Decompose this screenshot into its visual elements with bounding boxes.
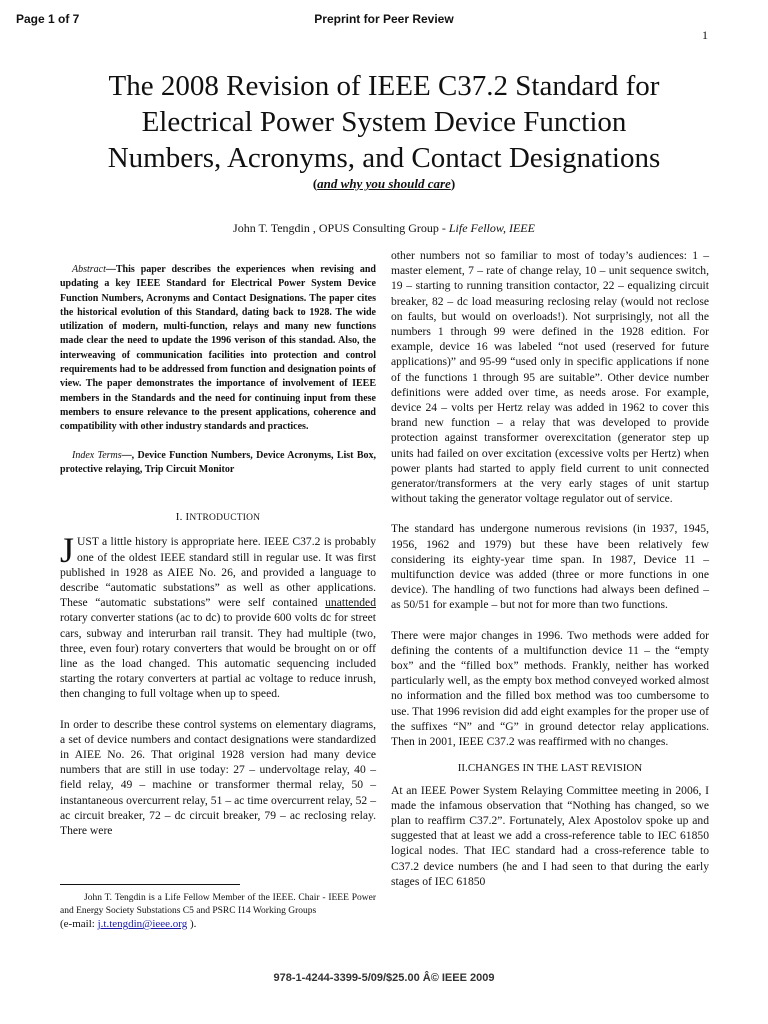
drop-cap: J bbox=[60, 530, 75, 571]
heading-rest: AST bbox=[567, 762, 591, 775]
section-heading-changes bbox=[391, 761, 709, 776]
email-suffix: ). bbox=[187, 918, 197, 930]
subtitle-paren: ( bbox=[312, 176, 318, 191]
right-column bbox=[391, 248, 709, 889]
author-name: John T. Tengdin , OPUS Consulting Group - bbox=[233, 221, 449, 235]
heading-initial: R bbox=[590, 762, 599, 775]
author-email-link[interactable]: j.t.tengdin@ieee.org bbox=[97, 918, 188, 930]
underlined-word: unattended bbox=[325, 596, 376, 610]
index-terms-label: Index Terms bbox=[72, 449, 122, 461]
title-line: Electrical Power System Device Function bbox=[141, 106, 627, 138]
heading-rest: NTRODUCTION bbox=[189, 513, 261, 524]
body-paragraph: At an IEEE Power System Relaying Committee meeting in 2006, I made the infamous observation that “Nothing has changed, so we plan to reaffirm C37.2”. Fortunately, Alex Apostolov spoke up and suggested that at least we add a cross-reference table to IEC 61850 logical nodes. That IEC standard had a cross-reference table to C37.2 device numbers (he and I had seen to that during the early stages of IEC 61850 bbox=[391, 783, 709, 888]
body-paragraph: In order to describe these control systems on elementary diagrams, a set of device numbers and contact designations were standardized in AIEE No. 26. That original 1928 version had many device numbers that are still in use today: 27 – undervoltage relay, 40 – field relay, 49 – machine or transformer thermal relay, 50 – instantaneous overcurrent relay, 51 – ac time overcurrent relay, 52 – ac circuit breaker, 72 – dc circuit breaker, 79 – ac reclosing relay. There were bbox=[60, 717, 376, 838]
section-heading-introduction bbox=[60, 510, 376, 526]
index-terms-text: —, Device Function Numbers, Device Acronyms, List Box, protective relaying, Trip Circuit Monitor bbox=[60, 449, 377, 475]
body-paragraph: There were major changes in 1996. Two methods were added for defining the contents of a multifunction device 11 – the “empty box” and the “filled box” methods. Frankly, neither has worked particularly well, as the empty box method conveyed worked almost no information and the filled box method was too cumbersome to use. That 1996 revision did add eight examples for the proper use of the suffixes “N” and “G” in ground detector relay applications. Then in 2001, IEEE C37.2 was reaffirmed with no changes. bbox=[391, 628, 709, 749]
body-paragraph: other numbers not so familiar to most of today’s audiences: 1 – master element, 7 – rate of change relay, 10 – unit sequence switch, 19 – starting to running transition contactor, 22 – equalizing circuit breaker, 82 – dc load measuring reclosing relay (would not reclose on faults, but would on overloads!). Not surprisingly, not all the numbers 1 through 99 were defined in the 1928 edition. For example, device 16 was labeled “not used (reserved for future applications)” and 95-99 “used only in specific applications if none of the functions 1 through 95 are suitable”. Other device number definitions were added over time, as needs arose. For example, device 24 – volts per Hertz relay was added in 1962 to cover this brand new function – a relay that was developed to provide protection against transformer overexcitation (generator step up units had failed on over excitation (excessive volts per Hertz) when power plants had started to apply field current to unit connected generator/transformers at the very early stages of unit startup without taking the generator voltage regulator out of service. bbox=[391, 249, 709, 506]
index-terms bbox=[60, 449, 376, 478]
footnote-divider bbox=[60, 884, 240, 885]
copyright-footer: 978-1-4244-3399-5/09/$25.00 Â© IEEE 2009 bbox=[273, 972, 495, 984]
footnote bbox=[60, 892, 376, 931]
intro-paragraph bbox=[60, 530, 376, 701]
abstract-text: —This paper describes the experiences when revising and updating a key IEEE Standard for Electrical Power System Device Function Numbers, Acronyms and Contact Designations. The paper cites the historical evolution of this Standard, dating back to 1928. The wide utilization of modern, multi-function, relays and many new functions made clear the need to update the 1996 verison of this standad. Also, the interweaving of communication facilities into protection and control requirements had to be addressed from function and designation points of view. The paper demonstrates the importance of involvement of IEEE members in the Standards and the need for continuing input from these members to ensure relevance to the present applications, coherence and compatibility with other industry standards and practices. bbox=[60, 264, 376, 433]
title-line: Numbers, Acronyms, and Contact Designations bbox=[107, 142, 661, 174]
email-prefix: (e-mail: bbox=[60, 918, 98, 930]
heading-initial: I bbox=[185, 511, 190, 524]
footnote-email-line bbox=[60, 918, 376, 931]
author-role: Life Fellow, IEEE bbox=[448, 221, 535, 235]
page-number: 1 bbox=[702, 28, 708, 42]
paper-title bbox=[60, 68, 708, 176]
intro-text-b: rotary converter stations (ac to dc) to provide 600 volts dc for street cars, subway and interurban rail transit. They had multiple (two, three, even four) rotary converters that would be brought on or off line as the load changed. This automatic sequencing included starting the rotary converters at partial ac voltage to reduce inrush, then changing to full voltage when up to speed. bbox=[60, 611, 376, 701]
intro-text-a: UST a little history is appropriate here. IEEE C37.2 is probably one of the oldest IEEE standard still in regular use. It was first published in 1928 as AIEE No. 26, and provided a language to describe “automatic substations” as well as other applications. These “automatic substations” were self contained bbox=[60, 535, 376, 610]
section-numeral: I. bbox=[175, 511, 186, 524]
page-count-label: Page 1 of 7 bbox=[16, 12, 80, 26]
heading-rest: HANGES IN THE bbox=[475, 762, 561, 775]
abstract bbox=[60, 263, 376, 435]
paper-subtitle bbox=[60, 176, 708, 192]
subtitle-text: and why you should care bbox=[317, 176, 451, 191]
left-column bbox=[60, 263, 376, 838]
subtitle-paren: ) bbox=[450, 176, 456, 191]
heading-rest: EVISION bbox=[598, 762, 643, 775]
abstract-label: Abstract bbox=[72, 264, 106, 275]
section-numeral: II. bbox=[457, 762, 468, 775]
title-line: The 2008 Revision of IEEE C37.2 Standard for bbox=[108, 70, 660, 102]
footnote-text: John T. Tengdin is a Life Fellow Member of the IEEE. Chair - IEEE Power and Energy Society Substations C5 and PSRC I14 Working Groups bbox=[60, 893, 376, 916]
author-line bbox=[60, 221, 708, 236]
heading-initial: C bbox=[467, 762, 476, 775]
preprint-label: Preprint for Peer Review bbox=[314, 12, 454, 26]
body-paragraph: The standard has undergone numerous revisions (in 1937, 1945, 1956, 1962 and 1979) but these have been relatively few considering its eighty-year time span. In 1987, Device 11 – multifunction device was added (three or more functions in one device). The handling of two functions had always been defined – as 50/51 for example – but not for more than two functions. bbox=[391, 522, 709, 612]
heading-initial: L bbox=[560, 762, 568, 775]
